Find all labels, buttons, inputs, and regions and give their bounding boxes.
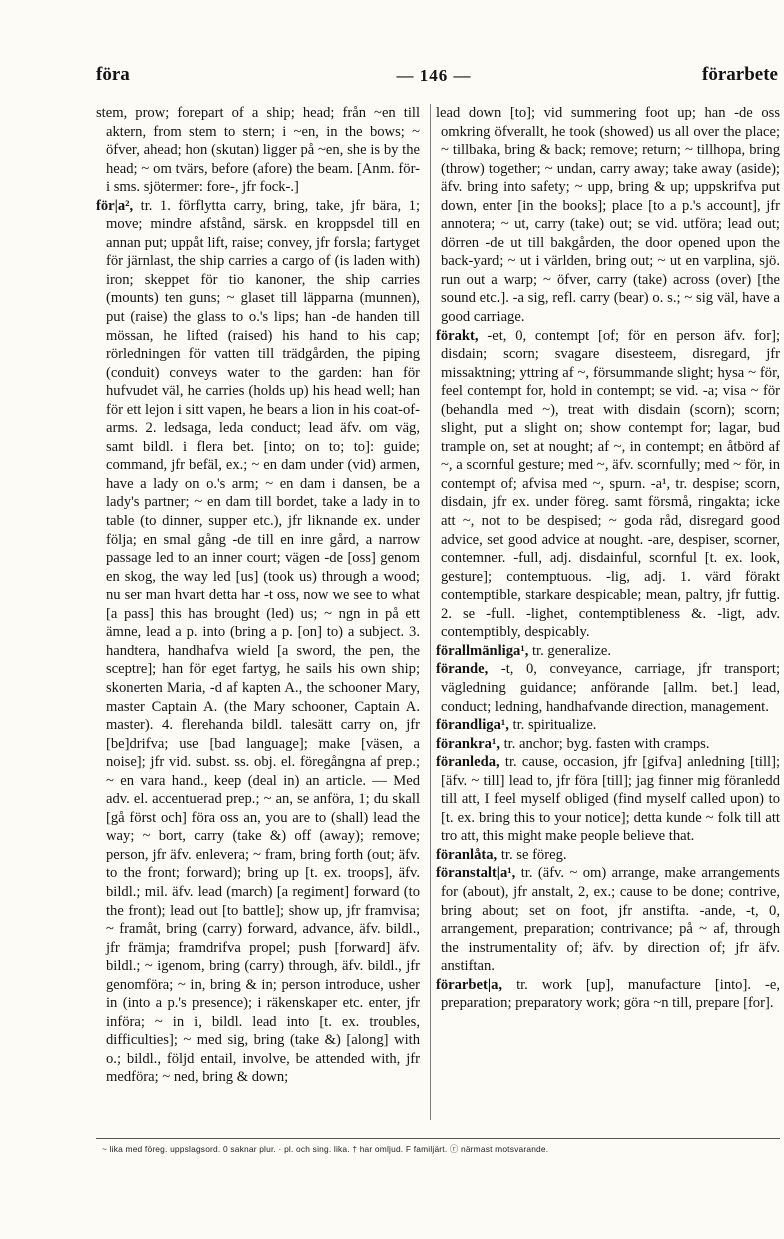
footnote-rule: [96, 1138, 780, 1139]
entry-headword: föranstalt|a¹,: [436, 865, 521, 882]
page-header: [96, 64, 784, 94]
entry-headword: föranlåta,: [436, 846, 501, 863]
dictionary-entry: [436, 642, 780, 661]
entry-text: tr. 1. förflytta carry, bring, take, jfr bära, 1; move; mindre afstånd, särsk. en kroppsdel till en annan put; uppåt lift, raise; convey, jfr forsla; fartyget för järnlast, the ship carries a cargo of (is laden with) iron; skeppet för tio kanoner, the ship carries (mounts) ten guns; ~ glaset till läpparna (munnen), put (raise) the glass to o.'s lips; han -de handen till mössan, he lifted (raised) his hand to his cap; rörledningen för vatten till trädgården, the piping (conduit) conveys water to the garden: han för hufvudet väl, he carries (holds up) his head well; han för ett lejon i sitt vapen, he bears a lion in his coat-of-arms. 2. ledsaga, leda conduct; lead äfv. om väg, samt bildl. i flera bet. [into; on to; to]: guide; command, jfr befäl, ex.; ~ en dam under (vid) armen, have a lady on o.'s arm; ~ en dam i dansen, be a lady's partner; ~ en dam till bordet, take a lady in to table (to dinner, supper etc.), jfr liknande ex. under följa; en smal gång -de till en inre gård, a narrow passage led to an inner court; vägen -de [oss] genom en skog, the way led [us] (took us) through a wood; nu ser man hvart detta har -t oss, now we see to what [a pass] this has brought (led) us; ~ ngn in på ett ämne, lead a p. into (bring a p. [on] to) a subject. 3. handtera, handhafva wield [a sword, the pen, the sceptre]; han för eget fartyg, he sails his own ship; skonerten Maria, -d af kapten A., the schooner Mary, master Captain A. (the Mary schooner, Captain A. master). 4. flerehanda bildl. talesätt carry on, jfr [be]drifva; use [bad language]; make [väsen, a noise]; jfr vid. subst. ss. obj. el. föregångna af prep.; ~ en vara hand., keep (deal in) an article. — Med adv. el. accentuerad prep.; ~ an, se anföra, 1; du skall [gå först och] föra oss an, you are to (shall) lead the way; ~ bort, carry (take &) off (away); remove; person, jfr äfv. enlevera; ~ fram, bring forth (out; äfv. to the front; forward); bring up [t. ex. troops], äfv. bildl.; mil. äfv. lead (march) [a regiment] forward (to the front); lead out [to battle]; show up, jfr framvisa; ~ framåt, bring (carry) forward, advance, äfv. bildl., jfr främja; framdrifva propel; push [forward] äfv. bildl.; ~ igenom, bring (carry) through, äfv. bildl., jfr genomföra; ~ in, bring & in; person introduce, usher in (into a p.'s presence); i räkenskaper etc. enter, jfr införa; ~ in i, bildl. lead into [t. ex. troubles, difficulties]; ~ med sig, bring (take &) [along] with o.; bildl., följd entail, involve, be attended with, jfr medföra; ~ ned, bring & down;: [106, 197, 420, 1086]
entry-headword: förande,: [436, 661, 501, 678]
entry-headword: förakt,: [436, 327, 488, 344]
dictionary-entry: [96, 104, 420, 197]
dictionary-entry: [436, 735, 780, 754]
left-column: [96, 104, 420, 1124]
page-number: — 146 —: [396, 66, 472, 85]
entry-headword: för|a²,: [96, 197, 141, 214]
dictionary-entry: [436, 753, 780, 846]
header-left-word: föra: [96, 64, 130, 85]
dictionary-entry: [436, 327, 780, 642]
entry-text: tr. spiritualize.: [512, 717, 597, 734]
column-divider: [430, 104, 431, 1120]
abbreviation-key: ~ lika med föreg. uppslagsord. 0 saknar plur. · pl. och sing. lika. † har omljud. F familjärt. ⓡ närmast motsvarande.: [102, 1144, 549, 1154]
entry-headword: förarbet|a,: [436, 976, 517, 993]
dictionary-entry: [436, 716, 780, 735]
dictionary-entry: [436, 660, 780, 716]
header-right-word: förarbete: [702, 64, 778, 85]
dictionary-entry: [436, 976, 781, 1013]
entry-text: tr. se föreg.: [500, 846, 567, 863]
entry-text: -et, 0, contempt [of; för en person äfv. for]; disdain; scorn; svagare disesteem, disregard, jfr missaktning; yttring af ~, försummande slight; hysa ~ för, feel contempt for, hold in contempt; se vid. -a; visa ~ för (behandla med ~), treat with disdain (scorn); scorn; slight, put a slight on; show contempt for; lagar, bud trample on, set at nought; af ~, in contempt; en åtbörd af ~, a scornful gesture; med ~, äfv. scornfully; med ~ för, in contempt of; afvisa med ~, spurn. -a¹, tr. despise; scorn, disdain, jfr ex. under föreg. samt försmå, ringakta; icke att ~, not to be despised; ~ goda råd, disregard good advice, set good advice at nought. -are, despiser, scorner, contemner. -full, adj. disdainful, scornful [t. ex. look, gesture]; contemptuous. -lig, adj. 1. värd förakt contemptible, starkare despicable; mean, paltry, jfr futtig. 2. se -full. -lighet, contemptibleness &. -ligt, adv. contemptibly, despicably.: [441, 327, 780, 641]
entry-text: tr. cause, occasion, jfr [gifva] anledning [till]; [äfv. ~ till] lead to, jfr föra [till]; jag finner mig föranledd till att, I feel myself obliged (find myself called upon) to [t. ex. bring this to your notice]; detta kunde ~ folk till att tro att, this might make people believe that.: [441, 754, 780, 845]
dictionary-entry: [96, 197, 420, 1087]
entry-headword: förankra¹,: [436, 735, 504, 752]
entry-headword: förandliga¹,: [436, 717, 513, 734]
dictionary-entry: [436, 864, 780, 975]
entry-text: tr. (äfv. ~ om) arrange, make arrangements for (about), jfr anstalt, 2, ex.; cause to be done; contrive, bring about; set on foot, jfr anstifta. -ande, -t, 0, arrangement, preparation; contrivance; på ~ af, through the instrumentality of; äfv. by direction of; jfr äfv. anstiftan.: [441, 865, 780, 975]
right-column: [436, 104, 781, 1124]
dictionary-entry: [436, 104, 780, 327]
entry-text: tr. anchor; byg. fasten with cramps.: [503, 735, 710, 752]
entry-text: tr. work [up], manufacture [into]. -e, preparation; preparatory work; göra ~n till, prepare [for].: [441, 976, 781, 1012]
entry-text: lead down [to]; vid summering foot up; han -de oss omkring öfverallt, he took (showed) us all over the place; ~ tillbaka, bring & back; remove; return; ~ tillhopa, bring (throw) together; ~ undan, carry away; take away (aside); äfv. bring into safety; ~ upp, bring & up; uppskrifva put down, enter [in the books]; place [to a p.'s account], jfr annotera; ~ ut, carry (take) out; se vid. utföra; lead out; dörren -de ut till bakgården, the door opened upon the back-yard; ~ ut i världen, bring out; ~ ut en varplina, sjö. run out a warp; ~ öfver, carry (take) across (over) [the sound etc.]. -a sig, refl. carry (bear) o. s.; ~ sig väl, have a good carriage.: [436, 105, 780, 326]
entry-text: stem, prow; forepart of a ship; head; från ~en till aktern, from stem to stern; i ~en, in the bows; ~ öfver, ahead; hon (skutan) ligger på ~en, she is by the head; ~ om tvärs, before (afore) the beam. [Anm. för- i sms. sjötermer: fore-, jfr fock-.]: [96, 105, 420, 196]
entry-headword: föranleda,: [436, 754, 505, 771]
entry-text: -t, 0, conveyance, carriage, jfr transport; vägledning guidance; anförande [allm. bet.] lead, conduct; ledning, handhafvande direction, management.: [441, 661, 780, 715]
entry-headword: förallmänliga¹,: [436, 642, 532, 659]
dictionary-entry: [436, 846, 780, 865]
entry-text: tr. generalize.: [532, 642, 612, 659]
